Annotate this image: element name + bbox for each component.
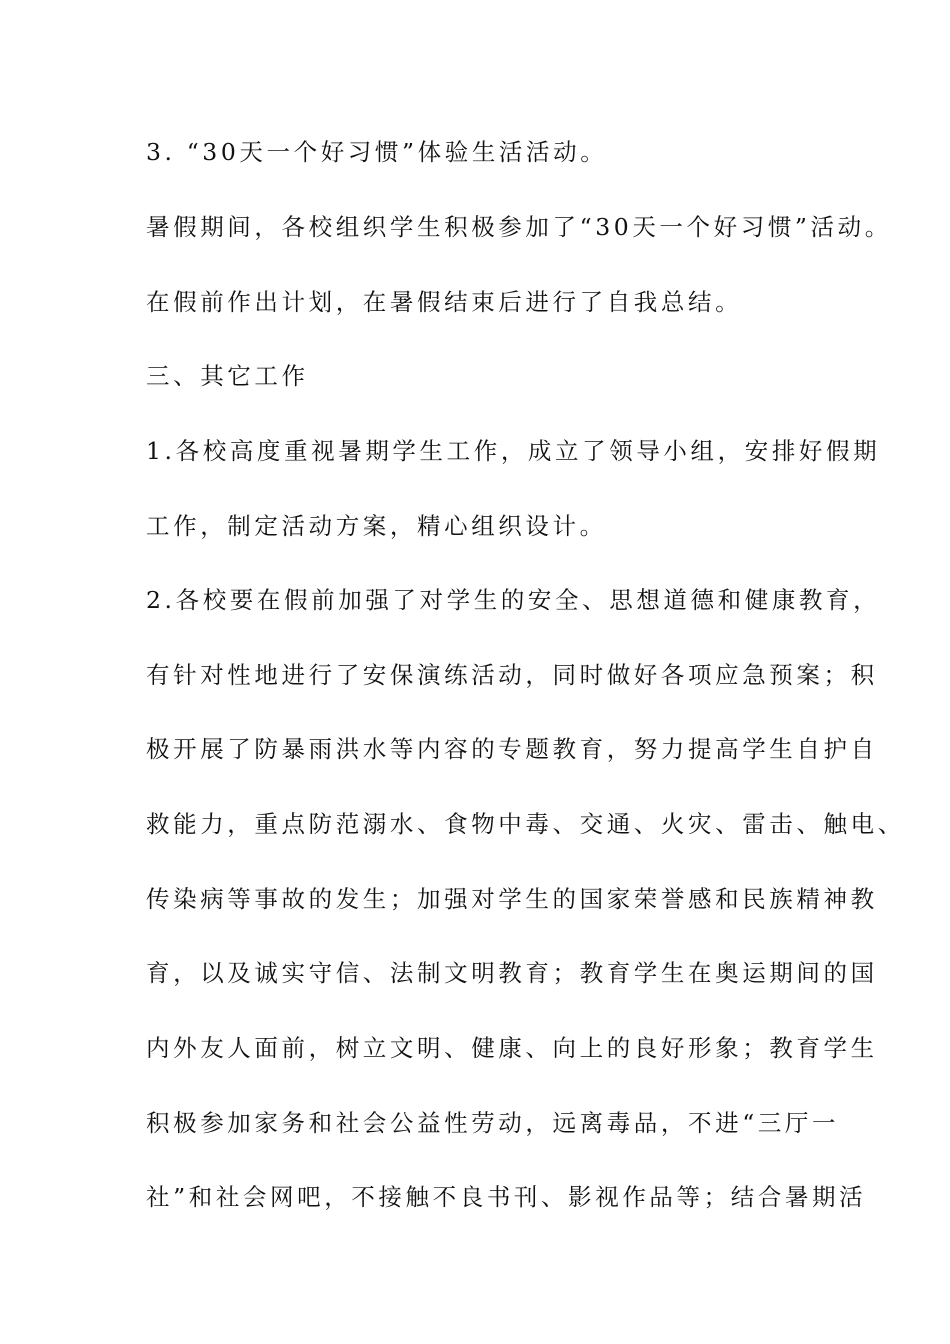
paragraph-line: 有针对性地进行了安保演练活动，同时做好各项应急预案；积 [146, 661, 878, 689]
paragraph-line: 极开展了防暴雨洪水等内容的专题教育，努力提高学生自护自 [146, 735, 878, 763]
paragraph-line: 2.各校要在假前加强了对学生的安全、思想道德和健康教育， [146, 586, 881, 614]
paragraph-line: 暑假期间，各校组织学生积极参加了“30天一个好习惯”活动。 [146, 213, 892, 241]
section-heading-other-work: 三、其它工作 [146, 362, 309, 390]
paragraph-line: 工作，制定活动方案，精心组织设计。 [146, 512, 607, 540]
paragraph-line: 内外友人面前，树立文明、健康、向上的良好形象；教育学生 [146, 1034, 878, 1062]
paragraph-line: 1.各校高度重视暑期学生工作，成立了领导小组，安排好假期 [146, 437, 881, 465]
heading-habit-activity: 3. “30天一个好习惯”体验生活活动。 [146, 138, 608, 166]
paragraph-line: 社”和社会网吧，不接触不良书刊、影视作品等；结合暑期活 [146, 1183, 867, 1211]
paragraph-line: 救能力，重点防范溺水、食物中毒、交通、火灾、雷击、触电、 [146, 810, 905, 838]
paragraph-line: 积极参加家务和社会公益性劳动，远离毒品，不进“三厅一 [146, 1109, 840, 1137]
paragraph-line: 在假前作出计划，在暑假结束后进行了自我总结。 [146, 288, 743, 316]
paragraph-line: 育，以及诚实守信、法制文明教育；教育学生在奥运期间的国 [146, 959, 878, 987]
paragraph-line: 传染病等事故的发生；加强对学生的国家荣誉感和民族精神教 [146, 885, 878, 913]
